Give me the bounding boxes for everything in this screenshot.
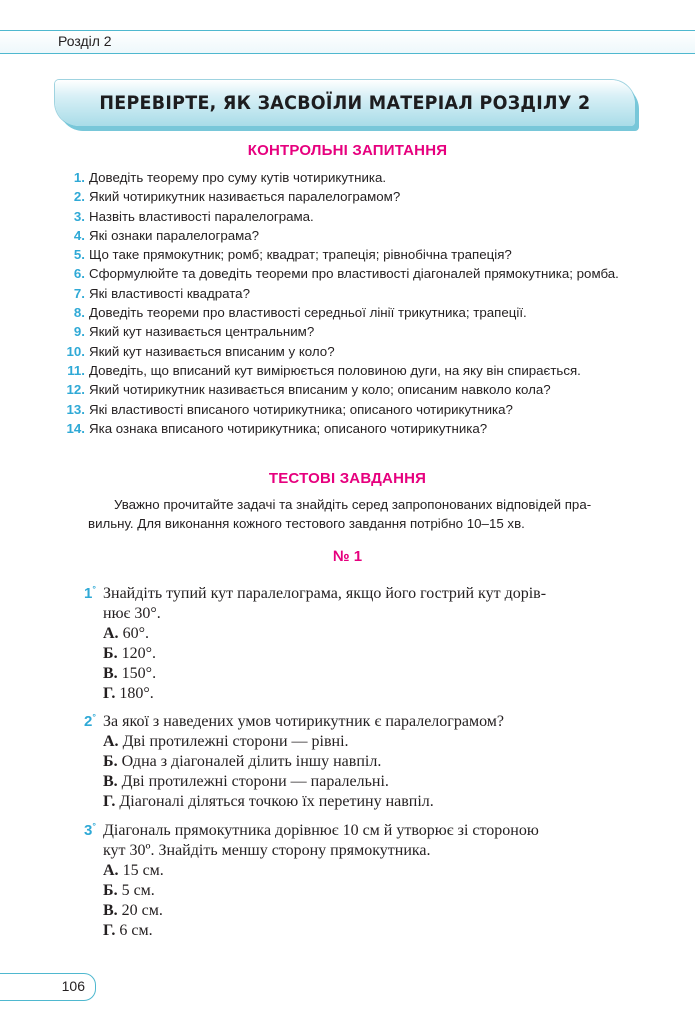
chapter-header: [0, 30, 695, 54]
section-banner: [55, 80, 635, 126]
page-number: 106: [61, 978, 85, 994]
test-number: № 1: [332, 548, 363, 565]
answer-option: Г. Діагоналі діляться точкою їх перетину навпіл.: [103, 793, 434, 810]
question-item: [60, 322, 660, 341]
question-text: Доведіть теореми про властивості середньої лінії трикутника; трапеції.: [89, 305, 527, 321]
question-number: 8.: [73, 305, 85, 321]
question-item: [60, 245, 660, 264]
question-number: 3.: [73, 208, 85, 224]
control-questions-title: КОНТРОЛЬНІ ЗАПИТАННЯ: [247, 142, 448, 159]
question-text: Сформулюйте та доведіть теореми про властивості діагоналей прямокутника; ромба.: [89, 266, 619, 282]
question-text: Який кут називається центральним?: [89, 324, 315, 340]
task-number: 3°: [84, 821, 96, 839]
question-number: 2.: [73, 189, 85, 205]
question-item: [60, 284, 660, 303]
question-text: Які властивості квадрата?: [89, 285, 250, 301]
answer-option: А. 15 см.: [103, 862, 164, 879]
answer-option: Г. 6 см.: [103, 922, 153, 939]
banner-title: ПЕРЕВІРТЕ, ЯК ЗАСВОЇЛИ МАТЕРІАЛ РОЗДІЛУ 2: [99, 92, 591, 114]
control-questions-list: [60, 168, 660, 438]
question-number: 13.: [66, 401, 85, 417]
question-text: Назвіть властивості паралелограма.: [89, 208, 314, 224]
answer-option: Б. 5 см.: [103, 882, 155, 899]
task-options: [103, 624, 650, 704]
question-number: 7.: [73, 285, 85, 301]
task-3: [70, 821, 650, 941]
question-text: Доведіть теорему про суму кутів чотирикутника.: [89, 170, 387, 185]
question-item: [60, 187, 660, 206]
question-text: Який кут називається вписаним у коло?: [89, 343, 335, 359]
task-2: [70, 712, 650, 812]
question-number: 6.: [73, 266, 85, 282]
task-options: [103, 732, 650, 812]
question-item: [60, 303, 660, 322]
tests-title: ТЕСТОВІ ЗАВДАННЯ: [268, 470, 427, 487]
task-text: Знайдіть тупий кут паралелограма, якщо його гострий кут дорів- нює 30°.: [103, 585, 547, 622]
question-number: 14.: [66, 420, 85, 436]
question-item: [60, 226, 660, 245]
question-item: [60, 264, 660, 283]
question-item: [60, 380, 660, 399]
question-number: 12.: [66, 382, 85, 398]
page-number-tab: [0, 973, 96, 1001]
answer-option: В. Дві протилежні сторони — паралельні.: [103, 773, 389, 790]
question-item: [60, 361, 660, 380]
task-text: Діагональ прямокутника дорівнює 10 см й утворює зі стороною кут 30º. Знайдіть меншу сторону прямокутника.: [103, 822, 539, 859]
answer-option: Б. Одна з діагоналей ділить іншу навпіл.: [103, 753, 382, 770]
answer-option: Г. 180°.: [103, 685, 154, 702]
question-number: 9.: [73, 324, 85, 340]
question-item: [60, 419, 660, 438]
tests-intro-line2: вильну. Для виконання кожного тестового завдання потрібно 10–15 хв.: [88, 516, 525, 531]
question-item: [60, 400, 660, 419]
task-number: 2°: [84, 712, 96, 730]
question-item: [60, 207, 660, 226]
tests-intro-line1: Уважно прочитайте задачі та знайдіть серед запропонованих відповідей пра-: [114, 497, 592, 512]
task-number: 1°: [84, 584, 96, 602]
question-text: Який чотирикутник називається вписаним у коло; описаним навколо кола?: [89, 382, 551, 398]
answer-option: А. 60°.: [103, 625, 149, 642]
question-number: 1.: [73, 170, 85, 185]
task-text: За якої з наведених умов чотирикутник є паралелограмом?: [103, 713, 504, 730]
question-text: Які властивості вписаного чотирикутника; описаного чотирикутника?: [89, 401, 513, 417]
question-text: Яка ознака вписаного чотирикутника; описаного чотирикутника?: [89, 420, 488, 436]
question-number: 10.: [66, 343, 85, 359]
answer-option: В. 20 см.: [103, 902, 163, 919]
answer-option: Б. 120°.: [103, 645, 156, 662]
question-number: 5.: [73, 247, 85, 263]
question-number: 11.: [67, 362, 85, 378]
task-options: [103, 861, 650, 941]
question-text: Який чотирикутник називається паралелограмом?: [89, 189, 401, 205]
question-number: 4.: [73, 227, 85, 243]
question-item: [60, 342, 660, 361]
answer-option: А. Дві протилежні сторони — рівні.: [103, 733, 349, 750]
question-text: Які ознаки паралелограма?: [89, 227, 260, 243]
answer-option: В. 150°.: [103, 665, 157, 682]
question-text: Доведіть, що вписаний кут вимірюється половиною дуги, на яку він спирається.: [89, 362, 581, 378]
chapter-label: Розділ 2: [58, 33, 112, 49]
question-text: Що таке прямокутник; ромб; квадрат; трапеція; рівнобічна трапеція?: [89, 247, 512, 263]
question-item: [60, 168, 660, 187]
task-1: [70, 584, 650, 704]
